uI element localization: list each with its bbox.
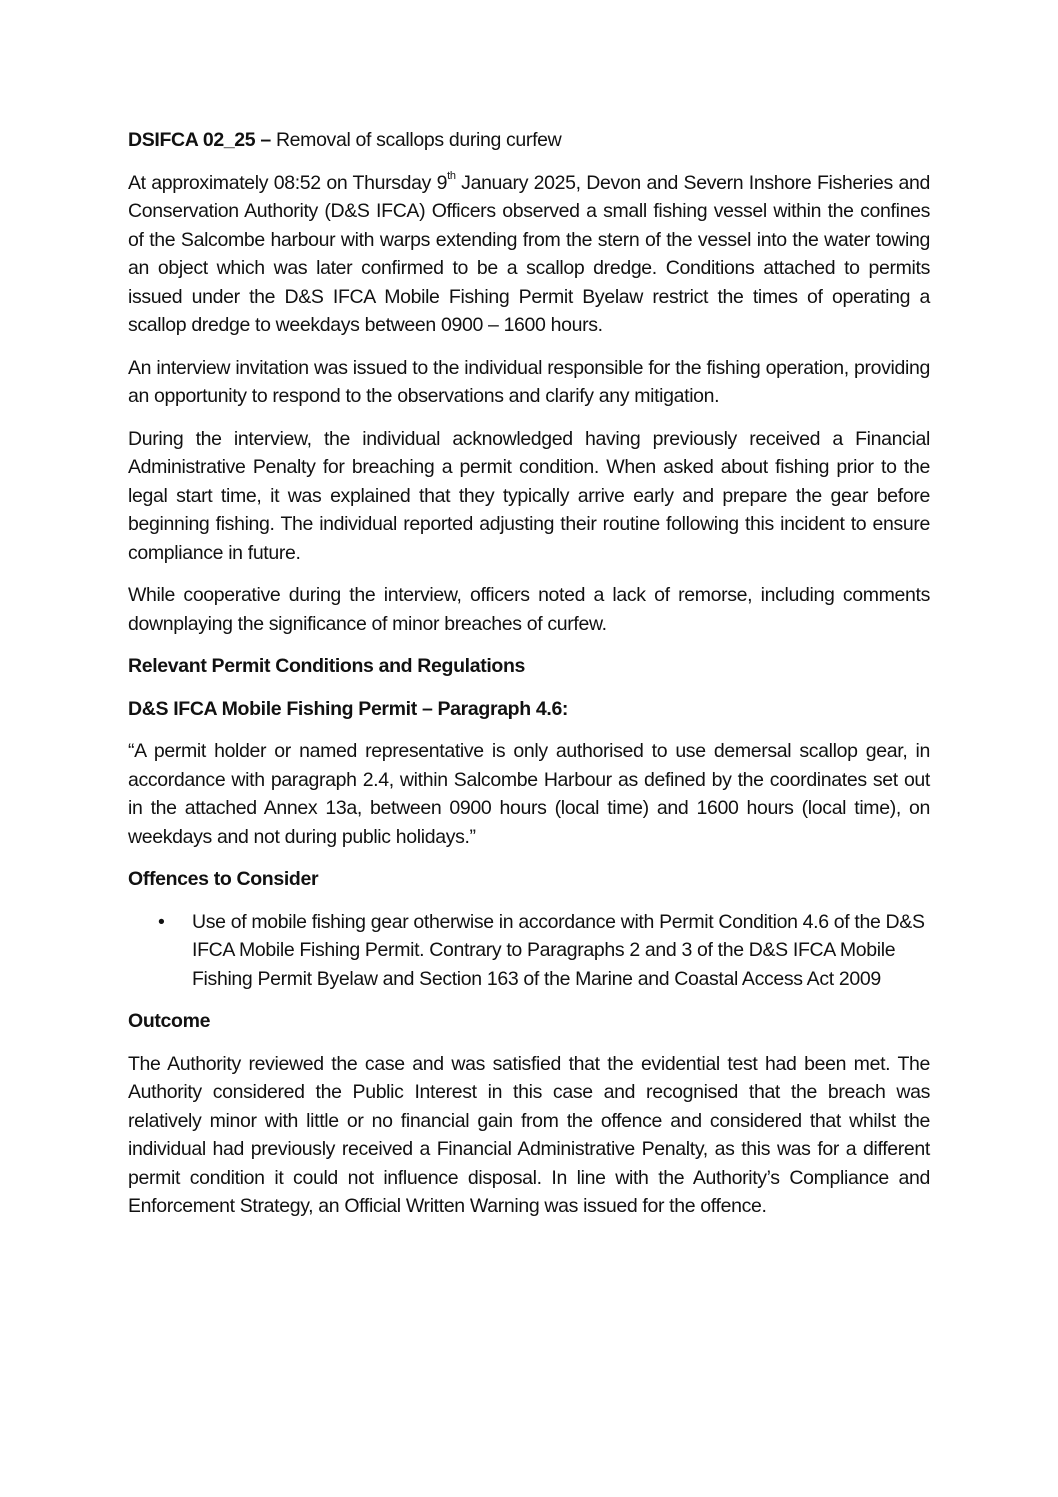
case-code: DSIFCA 02_25 –	[128, 129, 271, 151]
case-title	[128, 126, 930, 155]
case-subject: Removal of scallops during curfew	[270, 129, 562, 151]
offence-text: Use of mobile fishing gear otherwise in accordance with Permit Condition 4.6 of the D&S IFCA Mobile Fishing Permit. Contrary to Paragraphs 2 and 3 of the D&S IFCA Mobile Fishing Permit Byelaw and Section 163 of the Marine and Coastal Access Act 2009	[192, 910, 925, 990]
ordinal-suffix: th	[447, 170, 456, 182]
outcome-heading: Outcome	[128, 1010, 211, 1032]
intro-text-end: January 2025, Devon and Severn Inshore Fisheries and Conservation Authority (D&S IFCA) Officers observed a small fishing vessel within the confines of the Salcombe harbour with warps extending from the stern of the vessel into the water towing an object which was later confirmed to be a scallop dredge. Conditions attached to permits issued under the D&S IFCA Mobile Fishing Permit Byelaw restrict the times of operating a scallop dredge to weekdays between 0900 – 1600 hours.	[128, 171, 930, 336]
outcome-paragraph: The Authority reviewed the case and was satisfied that the evidential test had been met. The Authority considered the Public Interest in this case and recognised that the breach was relatively minor with little or no financial gain from the offence and considered that whilst the individual had previously received a Financial Administrative Penalty, as this was for a different permit condition it could not influence disposal. In line with the Authority’s Compliance and Enforcement Strategy, an Official Written Warning was issued for the offence.	[128, 1052, 930, 1217]
bullet-icon: •	[158, 910, 165, 933]
offences-heading: Offences to Consider	[128, 868, 319, 890]
offences-list	[128, 908, 930, 994]
permit-quote: “A permit holder or named representative is only authorised to use demersal scallop gear, in accordance with paragraph 2.4, within Salcombe Harbour as defined by the coordinates set out in the attached Annex 13a, between 0900 hours (local time) and 1600 hours (local time), on weekdays and not during public holidays.”	[128, 740, 930, 848]
remorse-paragraph: While cooperative during the interview, officers noted a lack of remorse, including comments downplaying the significance of minor breaches of curfew.	[128, 584, 930, 635]
permit-paragraph-heading: D&S IFCA Mobile Fishing Permit – Paragraph 4.6:	[128, 697, 569, 720]
interview-invitation-paragraph: An interview invitation was issued to the individual responsible for the fishing operation, providing an opportunity to respond to the observations and clarify any mitigation.	[128, 356, 930, 407]
intro-paragraph	[128, 169, 930, 340]
document-page	[128, 126, 930, 1235]
interview-paragraph: During the interview, the individual acknowledged having previously received a Financial Administrative Penalty for breaching a permit condition. When asked about fishing prior to the legal start time, it was explained that they typically arrive early and prepare the gear before beginning fishing. The individual reported adjusting their routine following this incident to ensure compliance in future.	[128, 427, 930, 564]
intro-text-start: At approximately 08:52 on Thursday 9	[128, 171, 448, 194]
offence-item	[128, 908, 930, 994]
regulations-heading: Relevant Permit Conditions and Regulations	[128, 655, 526, 677]
